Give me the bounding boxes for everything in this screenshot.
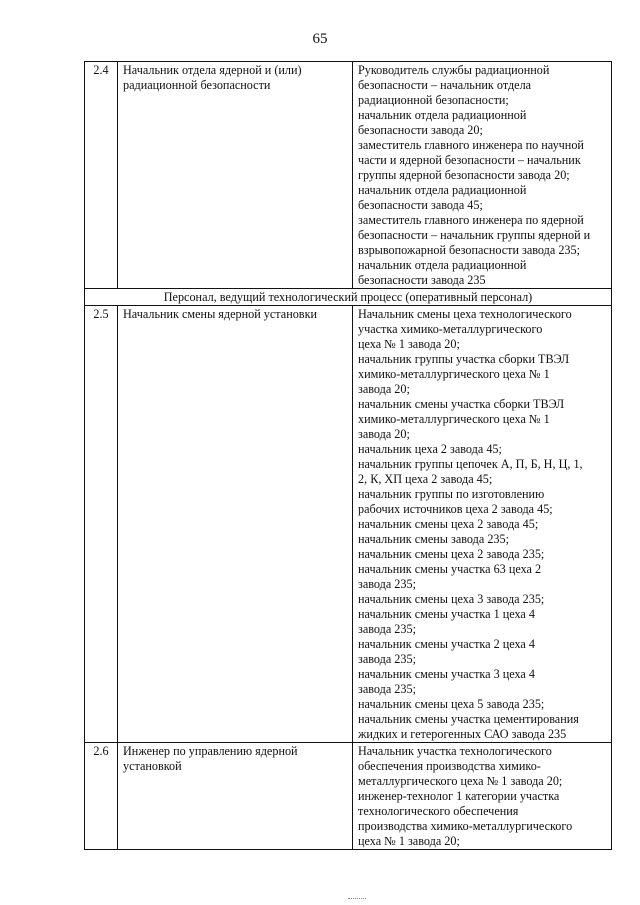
position-title xyxy=(118,743,353,850)
list-line: радиационной безопасности; xyxy=(358,93,509,107)
page-number: 65 xyxy=(312,31,328,47)
list-line: завода 235; xyxy=(358,622,416,636)
position-line: Инженер по управлению ядерной xyxy=(123,744,298,758)
list-line: начальник смены цеха 2 завода 45; xyxy=(358,517,539,531)
list-line: начальник группы цепочек А, П, Б, Н, Ц, 1, xyxy=(358,457,583,471)
list-line: начальник группы по изготовлению xyxy=(358,487,545,501)
list-line: безопасности – начальник отдела xyxy=(358,78,532,92)
table-row-2-4 xyxy=(85,62,612,289)
position-line: установкой xyxy=(123,759,182,773)
list-line: инженер-технолог 1 категории участка xyxy=(358,789,560,803)
list-line: начальник смены участка сборки ТВЭЛ xyxy=(358,397,565,411)
list-line: взрывопожарной безопасности завода 235; xyxy=(358,243,580,257)
position-title xyxy=(118,306,353,743)
list-line: начальник смены цеха 5 завода 235; xyxy=(358,697,545,711)
list-line: начальник смены цеха 2 завода 235; xyxy=(358,547,545,561)
list-line: безопасности завода 20; xyxy=(358,123,483,137)
list-line: начальник смены участка 3 цеха 4 xyxy=(358,667,535,681)
position-line: Начальник отдела ядерной и (или) xyxy=(123,63,302,77)
list-line: завода 235; xyxy=(358,577,416,591)
list-line: группы ядерной безопасности завода 20; xyxy=(358,168,570,182)
list-line: заместитель главного инженера по ядерной xyxy=(358,213,584,227)
list-line: технологического обеспечения xyxy=(358,804,519,818)
row-number: 2.6 xyxy=(85,743,118,850)
list-line: металлургического цеха № 1 завода 20; xyxy=(358,774,563,788)
list-line: рабочих источников цеха 2 завода 45; xyxy=(358,502,553,516)
list-line: завода 235; xyxy=(358,682,416,696)
position-line: радиационной безопасности xyxy=(123,78,271,92)
list-line: завода 235; xyxy=(358,652,416,666)
position-title xyxy=(118,62,353,289)
list-line: начальник смены участка 63 цеха 2 xyxy=(358,562,542,576)
list-line: начальник смены завода 235; xyxy=(358,532,509,546)
list-line: химико-металлургического цеха № 1 xyxy=(358,367,550,381)
list-line: завода 20; xyxy=(358,427,410,441)
list-line: 2, К, ХП цеха 2 завода 45; xyxy=(358,472,493,486)
list-line: Начальник смены цеха технологического xyxy=(358,307,572,321)
list-line: безопасности завода 45; xyxy=(358,198,483,212)
list-line: цеха № 1 завода 20; xyxy=(358,834,460,848)
list-line: начальник группы участка сборки ТВЭЛ xyxy=(358,352,570,366)
list-line: начальник отдела радиационной xyxy=(358,108,527,122)
positions-table xyxy=(84,61,612,850)
list-line: обеспечения производства химико- xyxy=(358,759,541,773)
list-line: безопасности завода 235 xyxy=(358,273,486,287)
table-row-2-5 xyxy=(85,306,612,743)
list-line: начальник отдела радиационной xyxy=(358,183,527,197)
equivalent-positions-list xyxy=(353,743,612,850)
list-line: Начальник участка технологического xyxy=(358,744,552,758)
list-line: завода 20; xyxy=(358,382,410,396)
list-line: жидких и гетерогенных САО завода 235 xyxy=(358,727,567,741)
row-number: 2.4 xyxy=(85,62,118,289)
list-line: начальник смены участка цементирования xyxy=(358,712,579,726)
list-line: начальник отдела радиационной xyxy=(358,258,527,272)
table-row-2-6 xyxy=(85,743,612,850)
list-line: химико-металлургического цеха № 1 xyxy=(358,412,550,426)
list-line: участка химико-металлургического xyxy=(358,322,543,336)
row-number: 2.5 xyxy=(85,306,118,743)
list-line: начальник смены участка 1 цеха 4 xyxy=(358,607,535,621)
list-line: части и ядерной безопасности – начальник xyxy=(358,153,581,167)
list-line: цеха № 1 завода 20; xyxy=(358,337,460,351)
list-line: Руководитель службы радиационной xyxy=(358,63,550,77)
list-line: начальник смены цеха 3 завода 235; xyxy=(358,592,545,606)
list-line: заместитель главного инженера по научной xyxy=(358,138,584,152)
scan-mark-divider xyxy=(348,898,366,899)
list-line: безопасности – начальник группы ядерной и xyxy=(358,228,591,242)
equivalent-positions-list xyxy=(353,62,612,289)
section-header-row xyxy=(85,289,612,306)
list-line: начальник смены участка 2 цеха 4 xyxy=(358,637,535,651)
position-line: Начальник смены ядерной установки xyxy=(123,307,318,321)
equivalent-positions-list xyxy=(353,306,612,743)
list-line: производства химико-металлургического xyxy=(358,819,573,833)
section-title: Персонал, ведущий технологический процесс (оперативный персонал) xyxy=(85,289,612,306)
list-line: начальник цеха 2 завода 45; xyxy=(358,442,502,456)
